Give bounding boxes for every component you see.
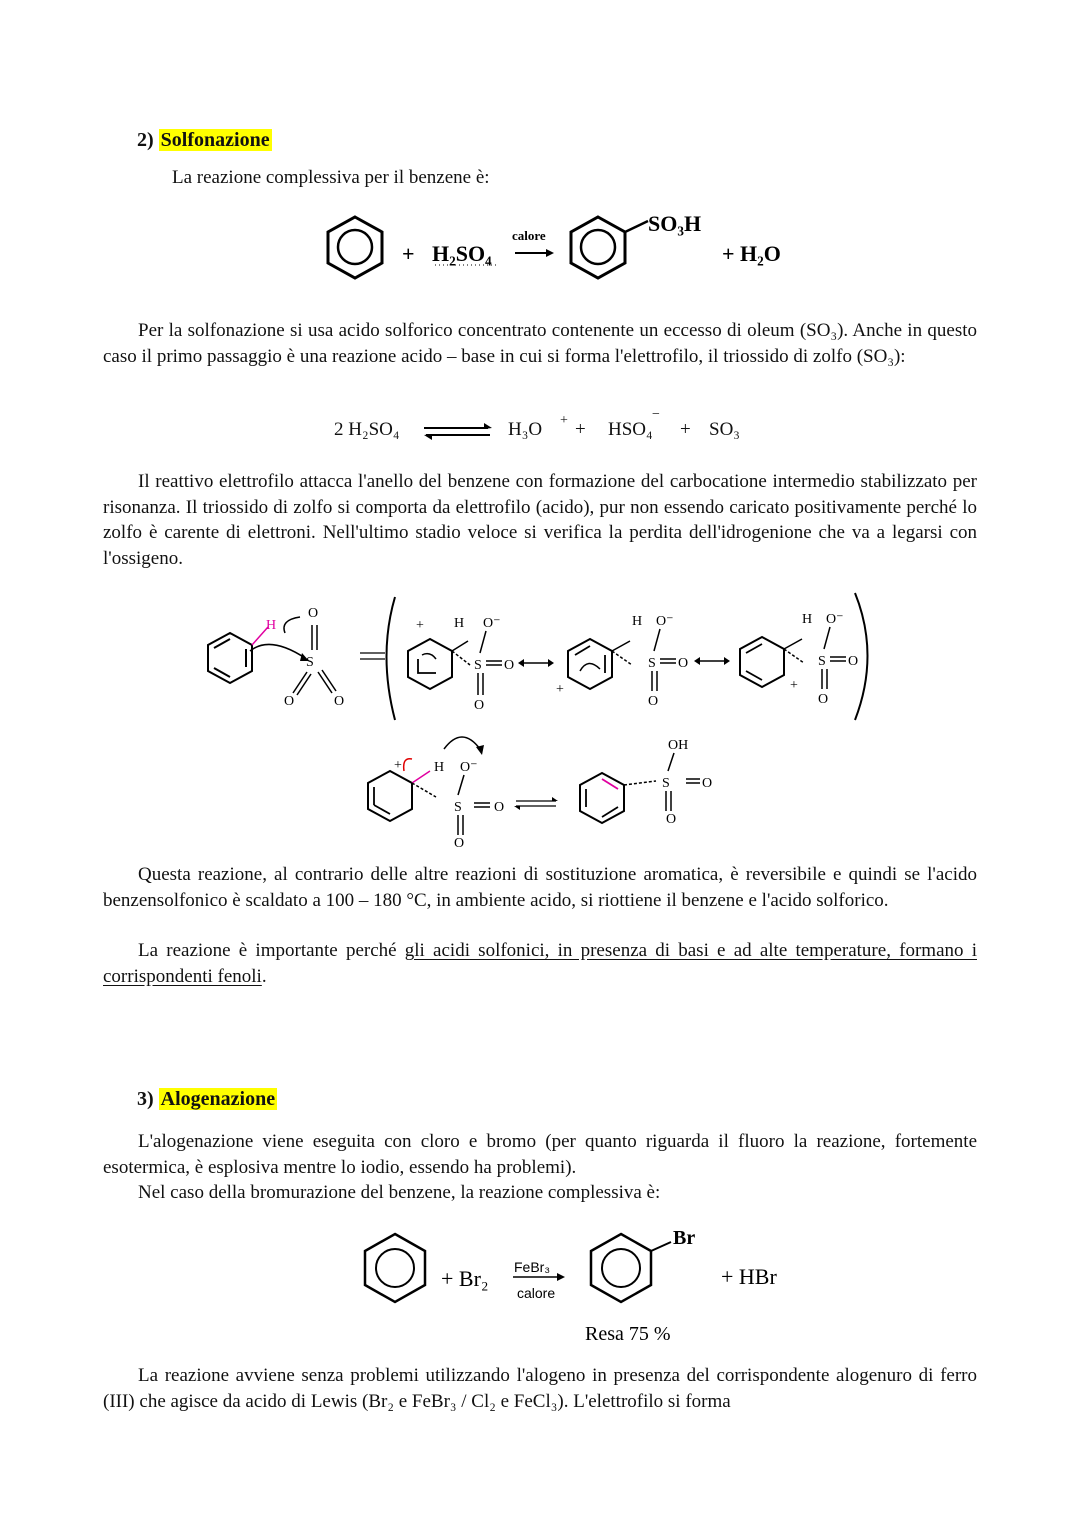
benzene-ring-reactant	[328, 217, 382, 278]
mech-o-1a: O	[308, 606, 319, 621]
eq2-bisulfate-charge: −	[652, 407, 660, 422]
product-so3h: SO₃H	[648, 211, 702, 236]
eq2-plus-b: +	[680, 419, 691, 440]
mech-o-2b: O	[474, 698, 485, 713]
bromination-equation	[345, 1222, 805, 1352]
mech-ominus-2: O⁻	[483, 616, 501, 631]
mech-h-2: H	[454, 616, 465, 631]
eq2-left: 2 H₂SO₄	[334, 419, 400, 440]
mech-o-1c: O	[334, 694, 345, 709]
benzene-ring-product	[571, 217, 648, 278]
section-3-heading	[137, 1088, 277, 1111]
section-2-heading	[137, 129, 272, 152]
benzene-ring-product-br	[591, 1234, 671, 1302]
carbocation-intermediate-2	[568, 639, 632, 689]
mech-s-6: S	[662, 776, 670, 791]
product-br: Br	[673, 1227, 696, 1249]
section-3-paragraph-2: Nel caso della bromurazione del benzene, la reazione complessiva è:	[138, 1182, 661, 1203]
byproduct-hbr: + HBr	[721, 1264, 777, 1289]
mech-s-4: S	[818, 654, 826, 669]
mech-o-5a: O	[494, 800, 505, 815]
eq2-so3: SO₃	[709, 419, 740, 440]
mech-o-4a: O	[848, 654, 859, 669]
mech-o-4b: O	[818, 692, 829, 707]
eq2-hydronium-charge: +	[560, 413, 568, 428]
mech-ominus-5: O⁻	[460, 760, 478, 775]
mech-s-5: S	[454, 800, 462, 815]
mech-h-1: H	[266, 618, 277, 633]
equilibrium-equation	[334, 407, 764, 447]
mech-o-2a: O	[504, 658, 515, 673]
section-2-paragraph-2: Il reattivo elettrofilo attacca l'anello del benzene con formazione del carbocatione intermedio stabilizzato per risonanza. Il triossido di zolfo si comporta da elettrofilo (acido), pur non essendo caricato positivamente perché lo zolfo è carente di elettroni. Nell'ultimo stadio veloce si verifica la perdita dell'idrogenione che va a legarsi con l'ossigeno.	[103, 471, 977, 569]
plus-sign: +	[402, 241, 415, 266]
mech-ominus-4: O⁻	[826, 612, 844, 627]
mech-s-2: S	[474, 658, 482, 673]
mech-plus-3: +	[790, 678, 798, 693]
carbocation-intermediate-1	[408, 639, 470, 689]
reagent-br2: + Br₂	[441, 1266, 489, 1291]
eq2-hydronium: H₃O	[508, 419, 543, 440]
section-2-intro: La reazione complessiva per il benzene è:	[172, 167, 490, 188]
benzenesulfonic-acid	[580, 773, 656, 823]
mech-h-3: H	[632, 614, 643, 629]
byproduct-water: + H₂O	[722, 241, 781, 266]
reagent-h2so4: H₂SO₄	[432, 241, 492, 266]
section-2-paragraph-3: Questa reazione, al contrario delle altre reazioni di sostituzione aromatica, è reversibile e quindi se l'acido benzensolfonico è scaldato a 100 – 180 °C, in ambiente acido, si riottiene il benzene e l'acido solforico.	[103, 864, 977, 911]
benzene-starting	[208, 627, 268, 683]
section-3-paragraph-3: La reazione avviene senza problemi utilizzando l'alogeno in presenza del corrispondente alogenuro di ferro (III) che agisce da acido di Lewis (Br₂ e FeBr₃ / Cl₂ e FeCl₃). L'elettrofilo si forma	[103, 1365, 977, 1412]
mech-o-1b: O	[284, 694, 295, 709]
eq2-bisulfate: HSO₄	[608, 419, 653, 440]
section-3-number: 3)	[137, 1088, 154, 1110]
mech-o-5b: O	[454, 836, 465, 850]
mech-s-3: S	[648, 656, 656, 671]
mech-oh: OH	[668, 738, 689, 753]
sulfonation-equation	[310, 205, 810, 295]
eq2-plus-a: +	[575, 419, 586, 440]
section-2-number: 2)	[137, 129, 154, 151]
section-2-title: Solfonazione	[160, 129, 270, 151]
condition-calore-br: calore	[517, 1285, 556, 1301]
mech-o-6b: O	[666, 812, 677, 827]
mech-h-4: H	[802, 612, 813, 627]
carbocation-deprotonation	[368, 771, 436, 821]
section-2-paragraph-4: La reazione è importante perché gli acidi solfonici, in presenza di basi e ad alte temperature, formano i corrispondenti fenoli.	[103, 940, 977, 987]
mech-plus-4: +	[394, 758, 402, 773]
mech-ominus-3: O⁻	[656, 614, 674, 629]
mech-s-1: S	[306, 655, 314, 670]
mech-h-5: H	[434, 760, 445, 775]
mech-o-3a: O	[678, 656, 689, 671]
benzene-ring-reactant-br	[365, 1234, 425, 1302]
yield-label: Resa 75 %	[585, 1323, 671, 1345]
section-3-title: Alogenazione	[160, 1088, 276, 1110]
equilibrium-arrows	[422, 419, 494, 443]
section-3-paragraph-1: L'alogenazione viene eseguita con cloro e bromo (per quanto riguarda il fluoro la reazione, fortemente esotermica, è esplosiva mentre lo iodio, essendo ha problemi).	[103, 1131, 977, 1178]
mech-o-3b: O	[648, 694, 659, 709]
mech-o-6a: O	[702, 776, 713, 791]
section-2-paragraph-1: Per la solfonazione si usa acido solforico concentrato contenente un eccesso di oleum (SO₃). Anche in questo caso il primo passaggio è una reazione acido – base in cui si forma l'elettrofilo, il triossido di zolfo (SO₃):	[103, 320, 977, 367]
sulfonation-mechanism-diagram	[190, 585, 890, 850]
mech-plus-1: +	[416, 618, 424, 633]
underlined-statement: gli acidi solfonici, in presenza di basi e ad alte temperature, formano i corrispondenti fenoli	[103, 940, 977, 987]
mech-plus-2: +	[556, 682, 564, 697]
catalyst-febr3: FeBr₃	[514, 1259, 551, 1275]
condition-calore: calore	[512, 228, 546, 243]
